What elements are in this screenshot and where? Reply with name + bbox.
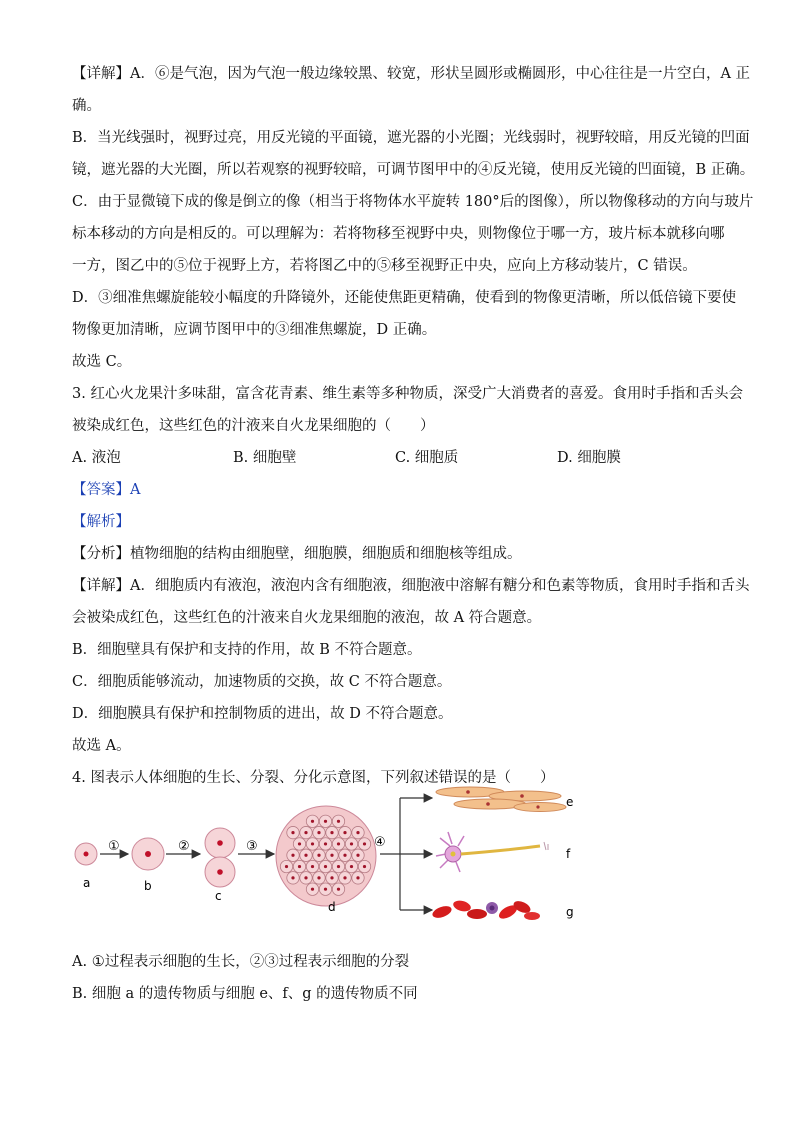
explanation-line: B．当光线强时，视野过亮，用反光镜的平面镜，遮光器的小光圈；光线弱时，视野较暗，用反光镜的凹面	[72, 130, 750, 146]
explanation-line: 镜，遮光器的大光圈，所以若观察的视野较暗，可调节图甲中的④反光镜，使用反光镜的凹面镜，B 正确。	[72, 162, 755, 178]
cell-differentiation-figure	[70, 780, 630, 930]
q3-option-b: B. 细胞壁	[233, 450, 297, 466]
branch-label-g: g	[566, 905, 574, 919]
step-label-1: ①	[108, 839, 120, 854]
neuron-icon	[436, 832, 548, 872]
question-4-stem: 4. 图表示人体细胞的生长、分裂、分化示意图，下列叙述错误的是（ ）	[72, 770, 555, 786]
cell-mass-d-icon	[276, 806, 376, 906]
branch-label-e: e	[566, 795, 574, 809]
explanation-line: C．由于显微镜下成的像是倒立的像（相当于将物体水平旋转 180°后的图像），所以物像移动的方向与玻片	[72, 194, 754, 210]
explanation-line: D．细胞膜具有保护和控制物质的进出，故 D 不符合题意。	[72, 706, 453, 722]
answer-label: 【答案】A	[72, 482, 141, 498]
explanation-line: 会被染成红色，这些红色的汁液来自火龙果细胞的液泡，故 A 符合题意。	[72, 610, 542, 626]
step-label-2: ②	[178, 839, 190, 854]
explanation-line: C．细胞质能够流动，加速物质的交换，故 C 不符合题意。	[72, 674, 452, 690]
explanation-line: 【详解】A．细胞质内有液泡，液泡内含有细胞液，细胞液中溶解有糖分和色素等物质，食用时手指和舌头	[72, 578, 750, 594]
step-label-4: ④	[374, 835, 386, 850]
explanation-line: D．③细准焦螺旋能较小幅度的升降镜外，还能使焦距更精确，使看到的物像更清晰，所以低倍镜下要使	[72, 290, 737, 306]
conclusion-line: 故选 A。	[72, 738, 131, 754]
cell-label-a: a	[83, 876, 91, 890]
step-label-3: ③	[246, 839, 258, 854]
analysis-line: 【分析】植物细胞的结构由细胞壁，细胞膜，细胞质和细胞核等组成。	[72, 546, 522, 562]
explanation-line: 物像更加清晰，应调节图甲中的③细准焦螺旋，D 正确。	[72, 322, 437, 338]
explanation-line: 标本移动的方向是相反的。可以理解为：若将物移至视野中央，则物像位于哪一方，玻片标本就移向哪	[72, 226, 725, 242]
blood-cells-icon	[431, 899, 540, 922]
branch-label-f: f	[566, 847, 571, 861]
cell-a-icon	[75, 843, 97, 865]
cell-label-d: d	[328, 900, 336, 914]
explanation-line: B．细胞壁具有保护和支持的作用，故 B 不符合题意。	[72, 642, 422, 658]
question-3-stem: 被染成红色，这些红色的汁液来自火龙果细胞的（ ）	[72, 418, 435, 434]
q3-option-a: A. 液泡	[72, 450, 121, 466]
question-3-stem: 3. 红心火龙果汁多味甜，富含花青素、维生素等多种物质，深受广大消费者的喜爱。食用时手指和舌头会	[72, 386, 743, 402]
q3-option-c: C. 细胞质	[395, 450, 459, 466]
explanation-line: 一方，图乙中的⑤位于视野上方，若将图乙中的⑤移至视野正中央，应向上方移动装片，C 错误。	[72, 258, 697, 274]
muscle-cells-icon	[436, 787, 566, 812]
explanation-line: 【详解】A．⑥是气泡，因为气泡一般边缘较黑、较宽，形状呈圆形或椭圆形，中心往往是一片空白，A 正	[72, 66, 751, 82]
cell-b-icon	[132, 838, 164, 870]
analysis-label: 【解析】	[72, 514, 130, 530]
explanation-line: 确。	[72, 98, 101, 114]
cell-c-icon	[205, 828, 235, 887]
conclusion-line: 故选 C。	[72, 354, 132, 370]
q3-option-d: D. 细胞膜	[557, 450, 621, 466]
cell-label-b: b	[144, 879, 152, 893]
q4-option-b: B. 细胞 a 的遗传物质与细胞 e、f、g 的遗传物质不同	[72, 986, 418, 1002]
q4-option-a: A. ①过程表示细胞的生长，②③过程表示细胞的分裂	[72, 954, 410, 970]
cell-label-c: c	[215, 889, 222, 903]
